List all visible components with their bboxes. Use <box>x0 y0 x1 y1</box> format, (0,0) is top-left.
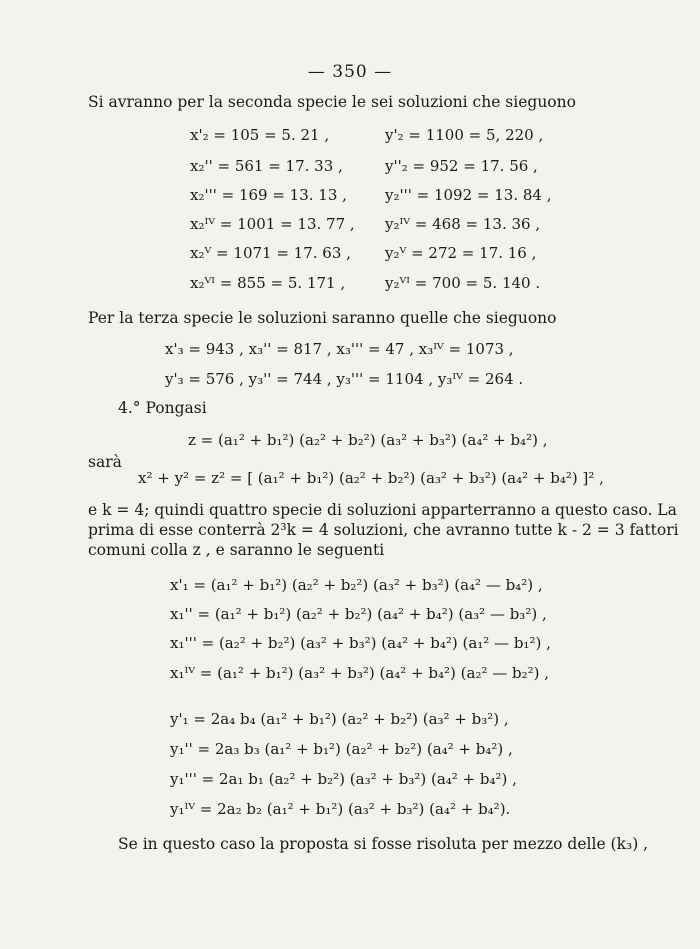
paragraph-line: comuni colla z , e saranno le seguenti <box>88 541 385 559</box>
y-equation: y'₁ = 2a₄ b₄ (a₁² + b₁²) (a₂² + b₂²) (a₃² + b₃²) , <box>170 710 509 728</box>
x-solutions-row: x'₃ = 943 , x₃'' = 817 , x₃''' = 47 , x₃ᴵⱽ = 1073 , <box>165 340 514 358</box>
solution-row <box>0 126 700 150</box>
solution-row <box>0 157 700 181</box>
paragraph-line: prima di esse conterrà 2³k = 4 soluzioni, che avranno tutte k - 2 = 3 fattori <box>88 521 679 539</box>
y-solution: y₂''' = 1092 = 13. 84 , <box>385 186 552 204</box>
y-solution: y''₂ = 952 = 17. 56 , <box>385 157 538 175</box>
item-4-heading: 4.° Pongasi <box>118 399 207 417</box>
x-solution: x₂''' = 169 = 13. 13 , <box>190 186 347 204</box>
x-solution: x'₂ = 105 = 5. 21 , <box>190 126 330 144</box>
y-solution: y₂ⱽᴵ = 700 = 5. 140 . <box>385 274 541 292</box>
y-solutions-row: y'₃ = 576 , y₃'' = 744 , y₃''' = 1104 , y₃ᴵⱽ = 264 . <box>165 370 524 388</box>
y-solution: y'₂ = 1100 = 5, 220 , <box>385 126 544 144</box>
paragraph-line: e k = 4; quindi quattro specie di soluzioni apparterranno a questo caso. La <box>88 501 677 519</box>
x-equation: x₁'' = (a₁² + b₁²) (a₂² + b₂²) (a₄² + b₄²) (a₃² — b₃²) , <box>170 605 547 623</box>
y-solution: y₂ⱽ = 272 = 17. 16 , <box>385 244 537 262</box>
x-equation: x₁''' = (a₂² + b₂²) (a₃² + b₃²) (a₄² + b₄²) (a₁² — b₁²) , <box>170 634 551 652</box>
x-equation: x₁ᴵⱽ = (a₁² + b₁²) (a₃² + b₃²) (a₄² + b₄²) (a₂² — b₂²) , <box>170 664 550 682</box>
x-solution: x₂ⱽ = 1071 = 17. 63 , <box>190 244 351 262</box>
body-paragraph <box>88 500 679 560</box>
equation-z: z = (a₁² + b₁²) (a₂² + b₂²) (a₃² + b₃²) (a₄² + b₄²) , <box>188 431 548 449</box>
solution-row <box>0 244 700 268</box>
y-equation: y₁'' = 2a₃ b₃ (a₁² + b₁²) (a₂² + b₂²) (a₄² + b₄²) , <box>170 740 513 758</box>
x-solution: x₂ᴵⱽ = 1001 = 13. 77 , <box>190 215 355 233</box>
solution-row <box>0 274 700 298</box>
y-solution: y₂ᴵⱽ = 468 = 13. 36 , <box>385 215 541 233</box>
closing-line: Se in questo caso la proposta si fosse risoluta per mezzo delle (k₃) , <box>118 835 649 853</box>
x-solution: x₂'' = 561 = 17. 33 , <box>190 157 343 175</box>
intro-second-species: Si avranno per la seconda specie le sei soluzioni che sieguono <box>88 93 576 111</box>
x-solution: x₂ⱽᴵ = 855 = 5. 171 , <box>190 274 346 292</box>
y-equation: y₁''' = 2a₁ b₁ (a₂² + b₂²) (a₃² + b₃²) (a₄² + b₄²) , <box>170 770 517 788</box>
x-equation: x'₁ = (a₁² + b₁²) (a₂² + b₂²) (a₃² + b₃²) (a₄² — b₄²) , <box>170 576 543 594</box>
solution-row <box>0 215 700 239</box>
intro-third-species: Per la terza specie le soluzioni saranno quelle che sieguono <box>88 309 557 327</box>
solution-row <box>0 186 700 210</box>
page-number: — 350 — <box>307 62 393 82</box>
equation-x2-y2: x² + y² = z² = [ (a₁² + b₁²) (a₂² + b₂²) (a₃² + b₃²) (a₄² + b₄²) ]² , <box>138 469 604 487</box>
word-sara: sarà <box>88 453 122 471</box>
y-equation: y₁ᴵⱽ = 2a₂ b₂ (a₁² + b₁²) (a₃² + b₃²) (a₄² + b₄²). <box>170 800 511 818</box>
